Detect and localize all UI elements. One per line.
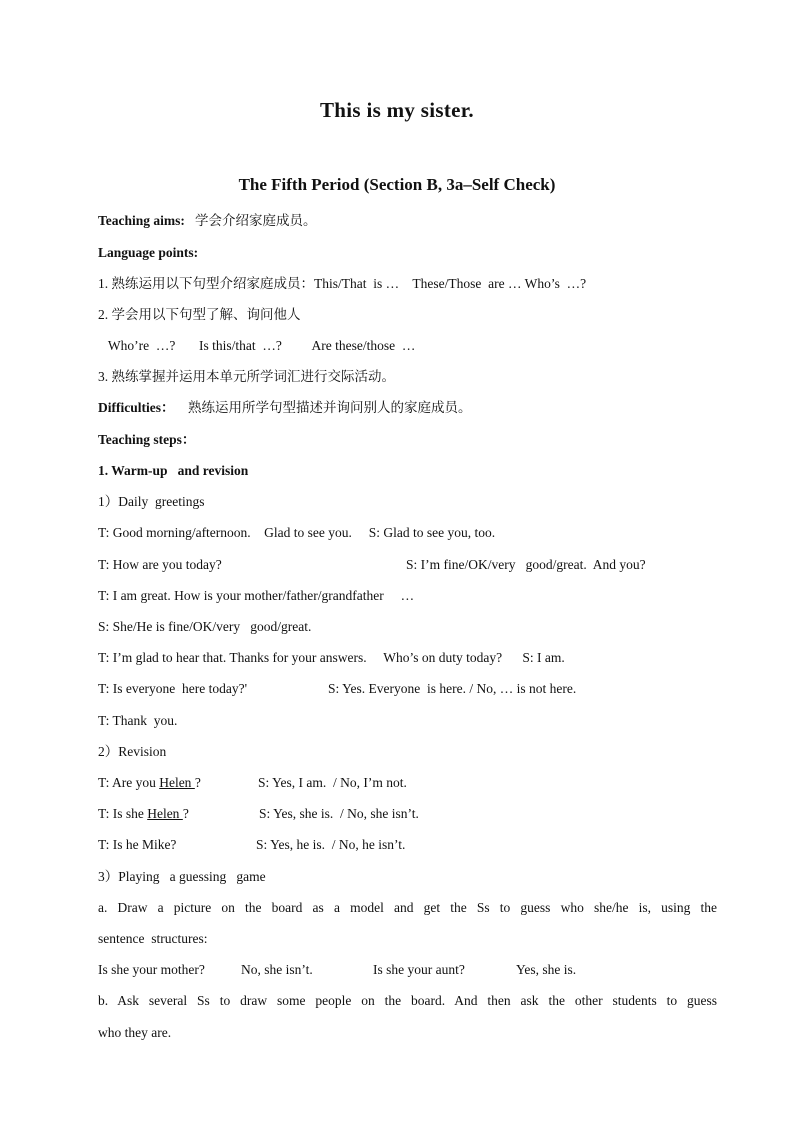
difficulties-text: 熟练运用所学句型描述并询问别人的家庭成员。 (188, 400, 472, 416)
revision-question (98, 774, 201, 792)
language-point-2-number: 2. (98, 307, 109, 322)
game-instruction-a-line-1: a. Draw a picture on the board as a model and get the Ss to guess who she/he is, using the (98, 900, 717, 915)
document-subtitle: The Fifth Period (Section B, 3a–Self Check) (238, 175, 556, 194)
dialogue-line-teacher: T: Is everyone here today?' (98, 681, 248, 696)
game-instruction-a-line-2: sentence structures: (98, 931, 208, 946)
substep-guessing-game: 3）Playing a guessing game (98, 869, 266, 884)
underlined-name: Helen (159, 775, 195, 790)
game-instruction-b-line-1: b. Ask several Ss to draw some people on the board. And then ask the other students to guess (98, 993, 717, 1008)
dialogue-line-student: S: I’m fine/OK/very good/great. And you? (406, 557, 646, 572)
revision-question (98, 805, 189, 823)
language-point-1-cn: 熟练运用以下句型介绍家庭成员： (111, 276, 314, 292)
teaching-aims-text: 学会介绍家庭成员。 (195, 213, 317, 229)
substep-revision: 2）Revision (98, 744, 167, 759)
language-point-2-examples: Who’re …? Is this/that …? Are these/those … (98, 338, 416, 353)
revision-question-text: T: Is she (98, 806, 148, 821)
dialogue-line-student: S: Yes. Everyone is here. / No, … is not here. (328, 681, 577, 696)
revision-question-text: T: Are you (98, 775, 160, 790)
difficulties-label: Difficulties： (98, 400, 175, 415)
language-point-2 (98, 306, 301, 324)
example-answer: No, she isn’t. (241, 962, 313, 977)
language-point-3-number: 3. (98, 369, 109, 384)
dialogue-line-teacher: T: How are you today? (98, 557, 222, 572)
teaching-steps-label: Teaching steps： (98, 432, 196, 447)
language-point-1-number: 1. (98, 276, 109, 291)
document-title: This is my sister. (320, 98, 474, 122)
example-answer: Yes, she is. (516, 962, 577, 977)
language-point-1-en: This/That is … These/Those are … Who’s …? (314, 276, 587, 291)
revision-question: T: Is he Mike? (98, 837, 177, 852)
revision-question-mark: ? (194, 775, 201, 790)
game-instruction-b-line-2: who they are. (98, 1025, 172, 1040)
dialogue-line: T: Good morning/afternoon. Glad to see you. S: Glad to see you, too. (98, 525, 496, 540)
substep-daily-greetings: 1）Daily greetings (98, 494, 205, 509)
revision-answer: S: Yes, she is. / No, she isn’t. (259, 806, 419, 821)
dialogue-line: T: I am great. How is your mother/father/grandfather … (98, 588, 415, 603)
dialogue-line: S: She/He is fine/OK/very good/great. (98, 619, 312, 634)
language-point-1 (98, 275, 586, 293)
dialogue-line: T: I’m glad to hear that. Thanks for your answers. Who’s on duty today? S: I am. (98, 650, 565, 665)
language-points-label: Language points: (98, 245, 199, 260)
example-question: Is she your mother? (98, 962, 205, 977)
revision-answer: S: Yes, he is. / No, he isn’t. (256, 837, 406, 852)
revision-answer: S: Yes, I am. / No, I’m not. (258, 775, 407, 790)
teaching-aims (98, 212, 317, 230)
revision-question-mark: ? (182, 806, 189, 821)
dialogue-line: T: Thank you. (98, 713, 178, 728)
difficulties (98, 399, 472, 417)
example-question: Is she your aunt? (373, 962, 465, 977)
step-1-heading: 1. Warm-up and revision (98, 463, 249, 478)
language-point-2-cn: 学会用以下句型了解、询问他人 (111, 307, 301, 323)
language-point-3-cn: 熟练掌握并运用本单元所学词汇进行交际活动。 (111, 369, 395, 385)
language-point-3 (98, 368, 395, 386)
teaching-aims-label: Teaching aims: (98, 213, 185, 228)
underlined-name: Helen (147, 806, 183, 821)
